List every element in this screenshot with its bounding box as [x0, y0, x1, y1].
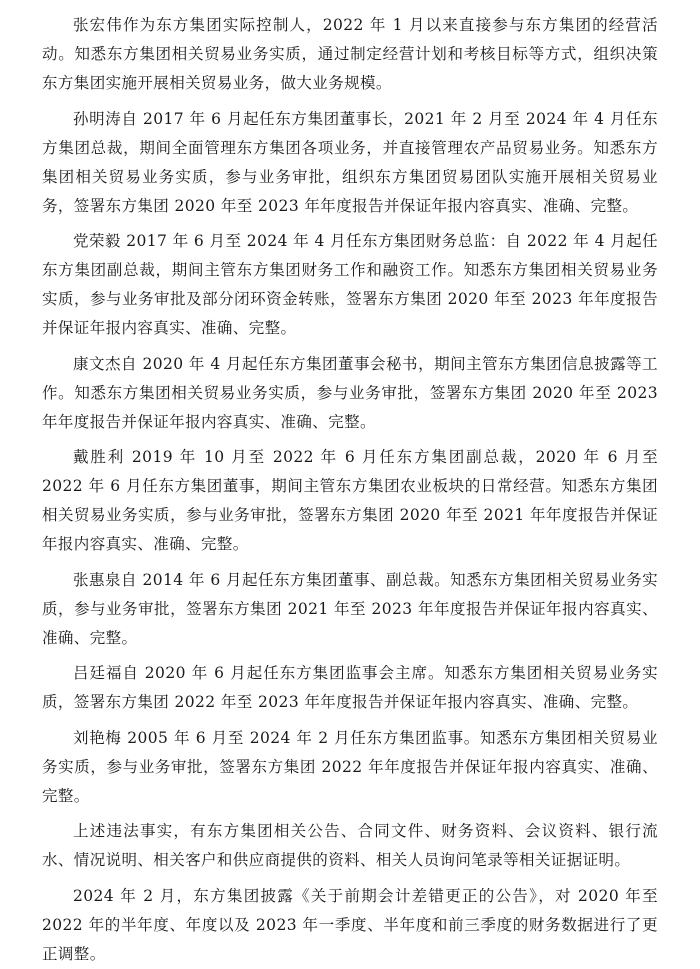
paragraph-sun-mingtao: 孙明涛自 2017 年 6 月起任东方集团董事长，2021 年 2 月至 2024 年 4 月任东方集团总裁，期间全面管理东方集团各项业务，并直接管理农产品贸易业务。知悉东方集团相关贸易业务实质，参与业务审批，组织东方集团贸易团队实施开展相关贸易业务，签署东方集团 2020 年至 2023 年年度报告并保证年报内容真实、准确、完整。 — [42, 109, 658, 215]
paragraph-zhang-huiquan: 张惠泉自 2014 年 6 月起任东方集团董事、副总裁。知悉东方集团相关贸易业务实质，参与业务审批，签署东方集团 2021 年至 2023 年年度报告并保证年报内容真实、准确、完整。 — [42, 570, 658, 647]
paragraph-correction-announcement: 2024 年 2 月，东方集团披露《关于前期会计差错更正的公告》，对 2020 年至 2022 年的半年度、年度以及 2023 年一季度、半年度和前三季度的财务数据进行了更正调整。 — [42, 886, 658, 963]
paragraph-zhang-hongwei: 张宏伟作为东方集团实际控制人，2022 年 1 月以来直接参与东方集团的经营活动。知悉东方集团相关贸易业务实质，通过制定经营计划和考核目标等方式，组织决策东方集团实施开展相关贸易业务，做大业务规模。 — [42, 16, 658, 92]
paragraph-kang-wenjie: 康文杰自 2020 年 4 月起任东方集团董事会秘书，期间主管东方集团信息披露等工作。知悉东方集团相关贸易业务实质，参与业务审批，签署东方集团 2020 年至 2023 年年度报告并保证年报内容真实、准确、完整。 — [42, 354, 658, 431]
paragraph-evidence: 上述违法事实，有东方集团相关公告、合同文件、财务资料、会议资料、银行流水、情况说明、相关客户和供应商提供的资料、相关人员询问笔录等相关证据证明。 — [42, 822, 658, 869]
paragraph-dang-rongyi: 党荣毅 2017 年 6 月至 2024 年 4 月任东方集团财务总监：自 2022 年 4 月起任东方集团副总裁，期间主管东方集团财务工作和融资工作。知悉东方集团相关贸易业务实质，参与业务审批及部分闭环资金转账，签署东方集团 2020 年至 2023 年年度报告并保证年报内容真实、准确、完整。 — [42, 232, 658, 337]
paragraph-liu-yanmei: 刘艳梅 2005 年 6 月至 2024 年 2 月任东方集团监事。知悉东方集团相关贸易业务实质，参与业务审批，签署东方集团 2022 年年度报告并保证年报内容真实、准确、完整。 — [42, 728, 658, 805]
paragraph-lv-tingfu: 吕廷福自 2020 年 6 月起任东方集团监事会主席。知悉东方集团相关贸易业务实质，签署东方集团 2022 年至 2023 年年度报告并保证年报内容真实、准确、完整。 — [42, 664, 658, 711]
paragraph-dai-shengli: 戴胜利 2019 年 10 月至 2022 年 6 月任东方集团副总裁，2020 年 6 月至 2022 年 6 月任东方集团董事，期间主管东方集团农业板块的日常经营。知悉东方集团相关贸易业务实质，参与业务审批，签署东方集团 2020 年至 2021 年年度报告并保证年报内容真实、准确、完整。 — [42, 448, 658, 553]
